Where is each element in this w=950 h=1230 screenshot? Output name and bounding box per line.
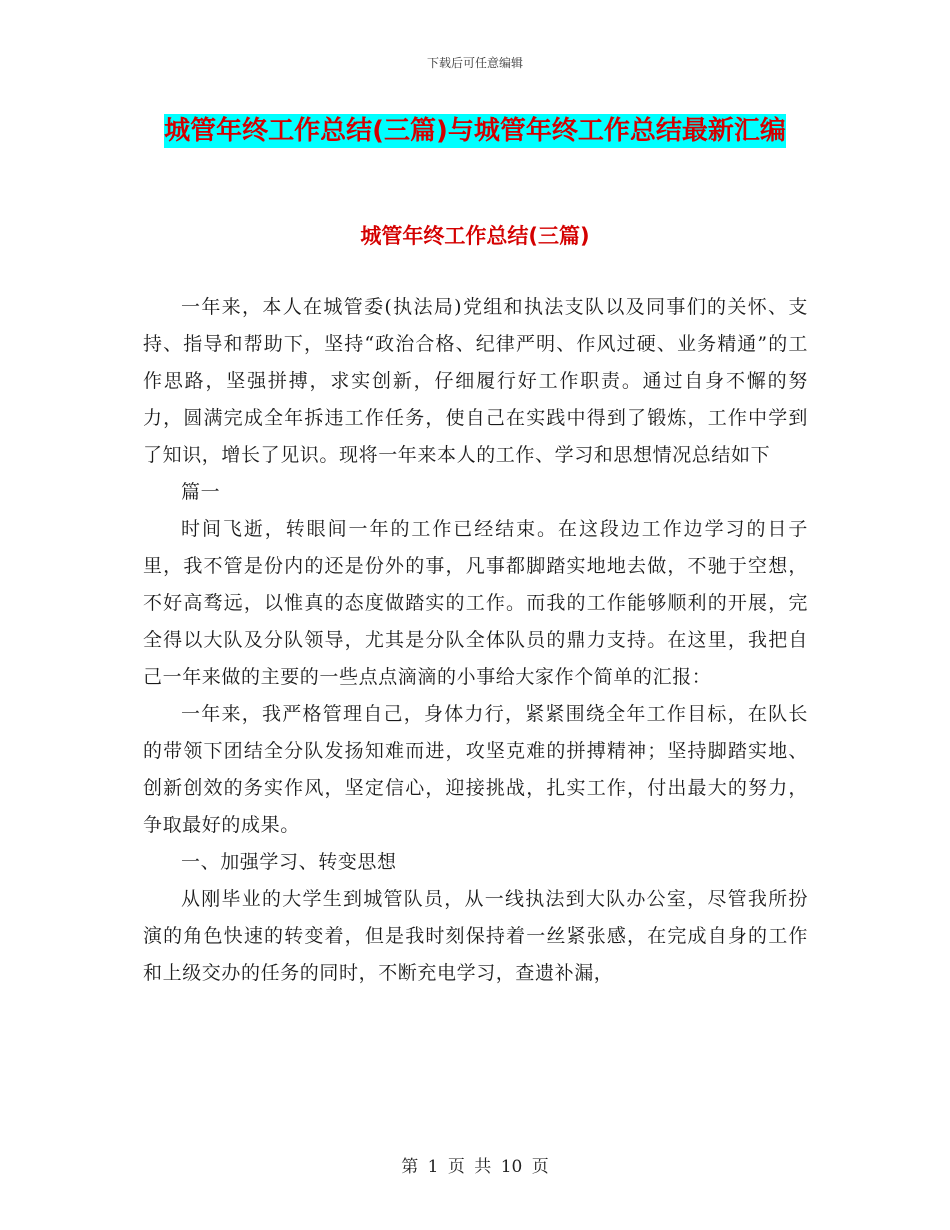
paragraph: 一年来，本人在城管委(执法局)党组和执法支队以及同事们的关怀、支持、指导和帮助下，坚持“政治合格、纪律严明、作风过硬、业务精通”的工作思路，坚强拼搏，求实创新，仔细履行好工作职责。通过自身不懈的努力，圆满完成全年拆违工作任务，使自己在实践中得到了锻炼，工作中学到了知识，增长了见识。现将一年来本人的工作、学习和思想情况总结如下 — [143, 296, 808, 466]
page-number: 第 1 页 共 10 页 — [401, 1157, 549, 1177]
paragraph: 一、加强学习、转变思想 — [181, 851, 397, 873]
paragraph: 一年来，我严格管理自己，身体力行，紧紧围绕全年工作目标，在队长的带领下团结全分队发扬知难而进，攻坚克难的拼搏精神；坚持脚踏实地、创新创效的务实作风，坚定信心，迎接挑战，扎实工作，付出最大的努力，争取最好的成果。 — [143, 703, 808, 836]
paragraph: 从刚毕业的大学生到城管队员，从一线执法到大队办公室，尽管我所扮演的角色快速的转变着，但是我时刻保持着一丝紧张感，在完成自身的工作和上级交办的任务的同时，不断充电学习，查遗补漏， — [143, 888, 808, 984]
page-header-note: 下载后可任意编辑 — [426, 56, 523, 70]
document-title — [150, 108, 800, 155]
paragraph: 篇一 — [181, 481, 221, 503]
paragraph: 时间飞逝，转眼间一年的工作已经结束。在这段边工作边学习的日子里，我不管是份内的还是份外的事，凡事都脚踏实地地去做，不驰于空想，不好高骛远，以惟真的态度做踏实的工作。而我的工作能够顺利的开展，完全得以大队及分队领导，尤其是分队全体队员的鼎力支持。在这里，我把自己一年来做的主要的一些点点滴滴的小事给大家作个简单的汇报： — [143, 518, 808, 688]
document-title-highlight: 城管年终工作总结(三篇)与城管年终工作总结最新汇编 — [164, 116, 786, 146]
document-body — [143, 289, 808, 992]
section-title: 城管年终工作总结(三篇) — [360, 224, 590, 248]
